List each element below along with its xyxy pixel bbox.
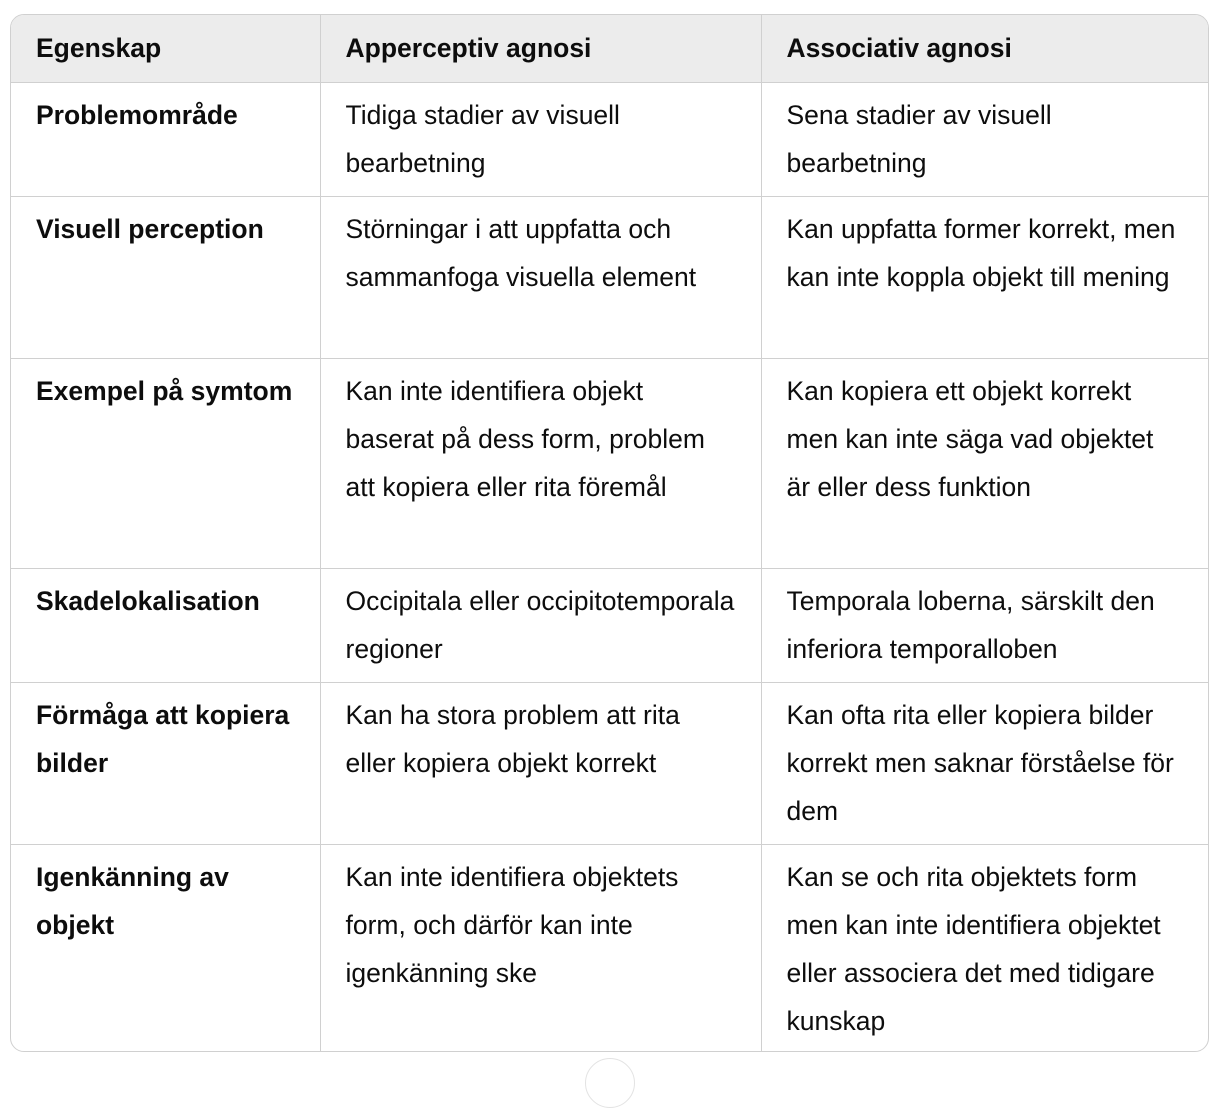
table-row (11, 845, 1208, 1053)
row-label: Exempel på symtom (11, 359, 320, 569)
table-cell: Temporala loberna, särskilt den inferiora temporalloben (761, 569, 1208, 683)
table-cell: Kan ha stora problem att rita eller kopiera objekt korrekt (320, 683, 761, 845)
table-header-row (11, 15, 1208, 83)
table-cell: Kan ofta rita eller kopiera bilder korrekt men saknar förståelse för dem (761, 683, 1208, 845)
table-cell: Tidiga stadier av visuell bearbetning (320, 83, 761, 197)
row-label: Problemområde (11, 83, 320, 197)
table-row (11, 683, 1208, 845)
table-row (11, 569, 1208, 683)
column-header-apperceptive: Apperceptiv agnosi (320, 15, 761, 83)
row-label: Förmåga att kopiera bilder (11, 683, 320, 845)
table-cell: Kan kopiera ett objekt korrekt men kan inte säga vad objektet är eller dess funktion (761, 359, 1208, 569)
row-label: Igenkänning av objekt (11, 845, 320, 1053)
column-header-property: Egenskap (11, 15, 320, 83)
table-cell: Kan inte identifiera objekt baserat på dess form, problem att kopiera eller rita föremål (320, 359, 761, 569)
table-row (11, 359, 1208, 569)
column-header-associative: Associativ agnosi (761, 15, 1208, 83)
comparison-table (11, 15, 1208, 1052)
table-cell: Kan uppfatta former korrekt, men kan inte koppla objekt till mening (761, 197, 1208, 359)
table-cell: Occipitala eller occipitotemporala regioner (320, 569, 761, 683)
table-cell: Kan inte identifiera objektets form, och därför kan inte igenkänning ske (320, 845, 761, 1053)
table-cell: Sena stadier av visuell bearbetning (761, 83, 1208, 197)
table-row (11, 197, 1208, 359)
table-row (11, 83, 1208, 197)
row-label: Visuell perception (11, 197, 320, 359)
table-cell: Kan se och rita objektets form men kan inte identifiera objektet eller associera det med tidigare kunskap (786, 862, 1161, 1036)
row-label: Skadelokalisation (11, 569, 320, 683)
table-cell: Störningar i att uppfatta och sammanfoga visuella element (320, 197, 761, 359)
comparison-table-container (10, 14, 1209, 1052)
